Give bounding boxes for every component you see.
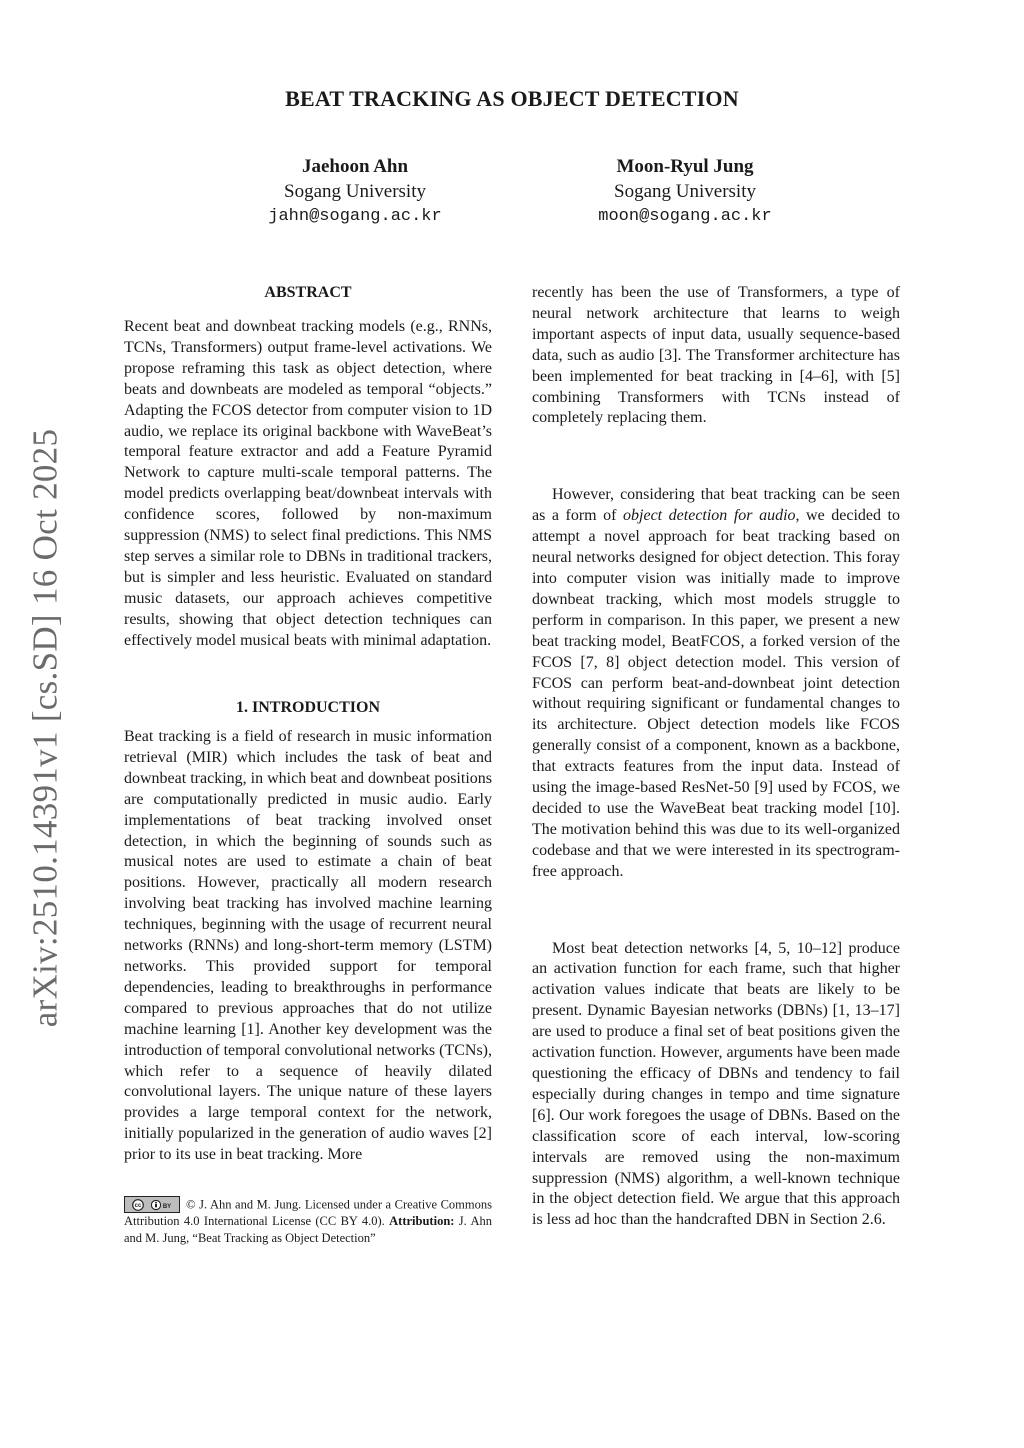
license-text: © J. Ahn and M. Jung. Licensed under a Creative Commons Attribution 4.0 International License (CC BY 4.0). xyxy=(124,1197,492,1228)
arxiv-side-label xyxy=(2,428,88,1028)
attribution-text: J. Ahn and M. Jung, “Beat Tracking as Object Detection” xyxy=(124,1214,493,1245)
abstract-heading: ABSTRACT xyxy=(264,284,352,301)
by-badge-text: BY xyxy=(162,1203,172,1210)
author-email: jahn@sogang.ac.kr xyxy=(268,207,442,226)
abstract-text: Recent beat and downbeat tracking models (e.g., RNNs, TCNs, Transformers) output frame-level activations. We propose reframing this task as object detection, where beats and downbeats are modeled as temporal “objects.” Adapting the FCOS detector from computer vision to 1D audio, we replace its original backbone with WaveBeat’s temporal feature extractor and add a Feature Pyramid Network to capture multi-scale temporal patterns. The model predicts overlapping beat/downbeat intervals with confidence scores, followed by non-maximum suppression (NMS) to select final predictions. This NMS step serves a similar role to DBNs in traditional trackers, but is simpler and less heuristic. Evaluated on standard music datasets, our approach achieves competitive results, showing that object detection techniques can effectively model musical beats with minimal adaptation. xyxy=(124,318,492,649)
intro-paragraph-1-continued: recently has been the use of Transformers, a type of neural network architecture that learns to weigh important aspects of input data, usually sequence-based data, such as audio [3]. The Transformer architecture has been implemented for beat tracking in [4–6], with [5] combining Transformers with TCNs instead of completely replacing them. xyxy=(532,284,900,427)
intro-paragraph-3: Most beat detection networks [4, 5, 10–12] produce an activation function for each frame, such that higher activation values indicate that beats are likely to be present. Dynamic Bayesian networks (DBNs) [1, 13–17] are used to produce a final set of beat positions given the activation function. However, arguments have been made questioning the efficacy of DBNs and tendency to fail especially during changes in tempo and time signature [6]. Our work foregoes the usage of DBNs. Based on the classification score of each interval, low-scoring intervals are removed using the non-maximum suppression (NMS) algorithm, a well-known technique in the object detection field. We argue that this approach is less ad hoc than the handcrafted DBN in Section 2.6. xyxy=(532,939,900,1229)
attribution-label: Attribution: xyxy=(389,1214,455,1228)
abstract-section xyxy=(124,283,492,652)
author-affiliation: Sogang University xyxy=(614,181,756,202)
right-column xyxy=(532,283,900,1231)
author-block-2 xyxy=(535,154,835,229)
intro-paragraph-2 xyxy=(532,485,900,882)
arxiv-identifier: arXiv:2510.14391v1 [cs.SD] 16 Oct 2025 xyxy=(25,428,64,1028)
cc-badge-text: cc xyxy=(134,1202,142,1209)
cc-by-badge xyxy=(124,1196,180,1213)
author-email: moon@sogang.ac.kr xyxy=(598,207,772,226)
intro-p2-end: , we decided to attempt a novel approach for beat tracking based on neural networks designed for object detection. This foray into computer vision was initially made to improve downbeat tracking, which most models struggle to perform in comparison. In this paper, we present a new beat tracking model, BeatFCOS, a forked version of the FCOS [7, 8] object detection model. This version of FCOS can perform beat-and-downbeat joint detection without requiring significant or fundamental changes to its architecture. Object detection models like FCOS generally consist of a component, known as a backbone, that extracts features from the input data. Instead of using the image-based ResNet-50 [9] used by FCOS, we decided to use the WaveBeat beat tracking model [10]. The motivation behind this was due to its well-organized codebase and that we were interested in its spectrogram-free approach. xyxy=(532,507,900,880)
intro-p2-emphasis: object detection for audio xyxy=(623,507,796,525)
license-footnote xyxy=(124,1196,492,1246)
author-affiliation: Sogang University xyxy=(284,181,426,202)
author-block-1 xyxy=(205,154,505,229)
author-name: Jaehoon Ahn xyxy=(301,156,409,177)
author-name: Moon-Ryul Jung xyxy=(616,156,754,177)
introduction-heading: 1. INTRODUCTION xyxy=(235,699,380,716)
attribution-icon xyxy=(151,1199,173,1211)
paper-title: BEAT TRACKING AS OBJECT DETECTION xyxy=(285,86,739,111)
intro-p2-start: However, considering that beat tracking can be seen as a form of xyxy=(532,486,900,525)
intro-paragraph-1: Beat tracking is a field of research in music information retrieval (MIR) which includes the task of beat and downbeat tracking, in which beat and downbeat positions are computationally predicted in music audio. Early implementations of beat tracking involved onset detection, in which the beginning of sounds such as musical notes are used to estimate a chain of beat positions. However, practically all modern research involving beat tracking has involved machine learning techniques, beginning with the usage of recurrent neural networks (RNNs) and long-short-term memory (LSTM) networks. This provided support for temporal dependencies, leading to breakthroughs in performance compared to previous approaches that do not utilize machine learning [1]. Another key development was the introduction of temporal convolutional networks (TCNs), which refer to a sequence of heavily dilated convolutional layers. The unique nature of these layers provides a large temporal context for the network, initially popularized in the generation of audio waves [2] prior to its use in beat tracking. More xyxy=(124,728,492,1164)
introduction-section xyxy=(124,698,492,1166)
creative-commons-icon xyxy=(131,1199,145,1211)
